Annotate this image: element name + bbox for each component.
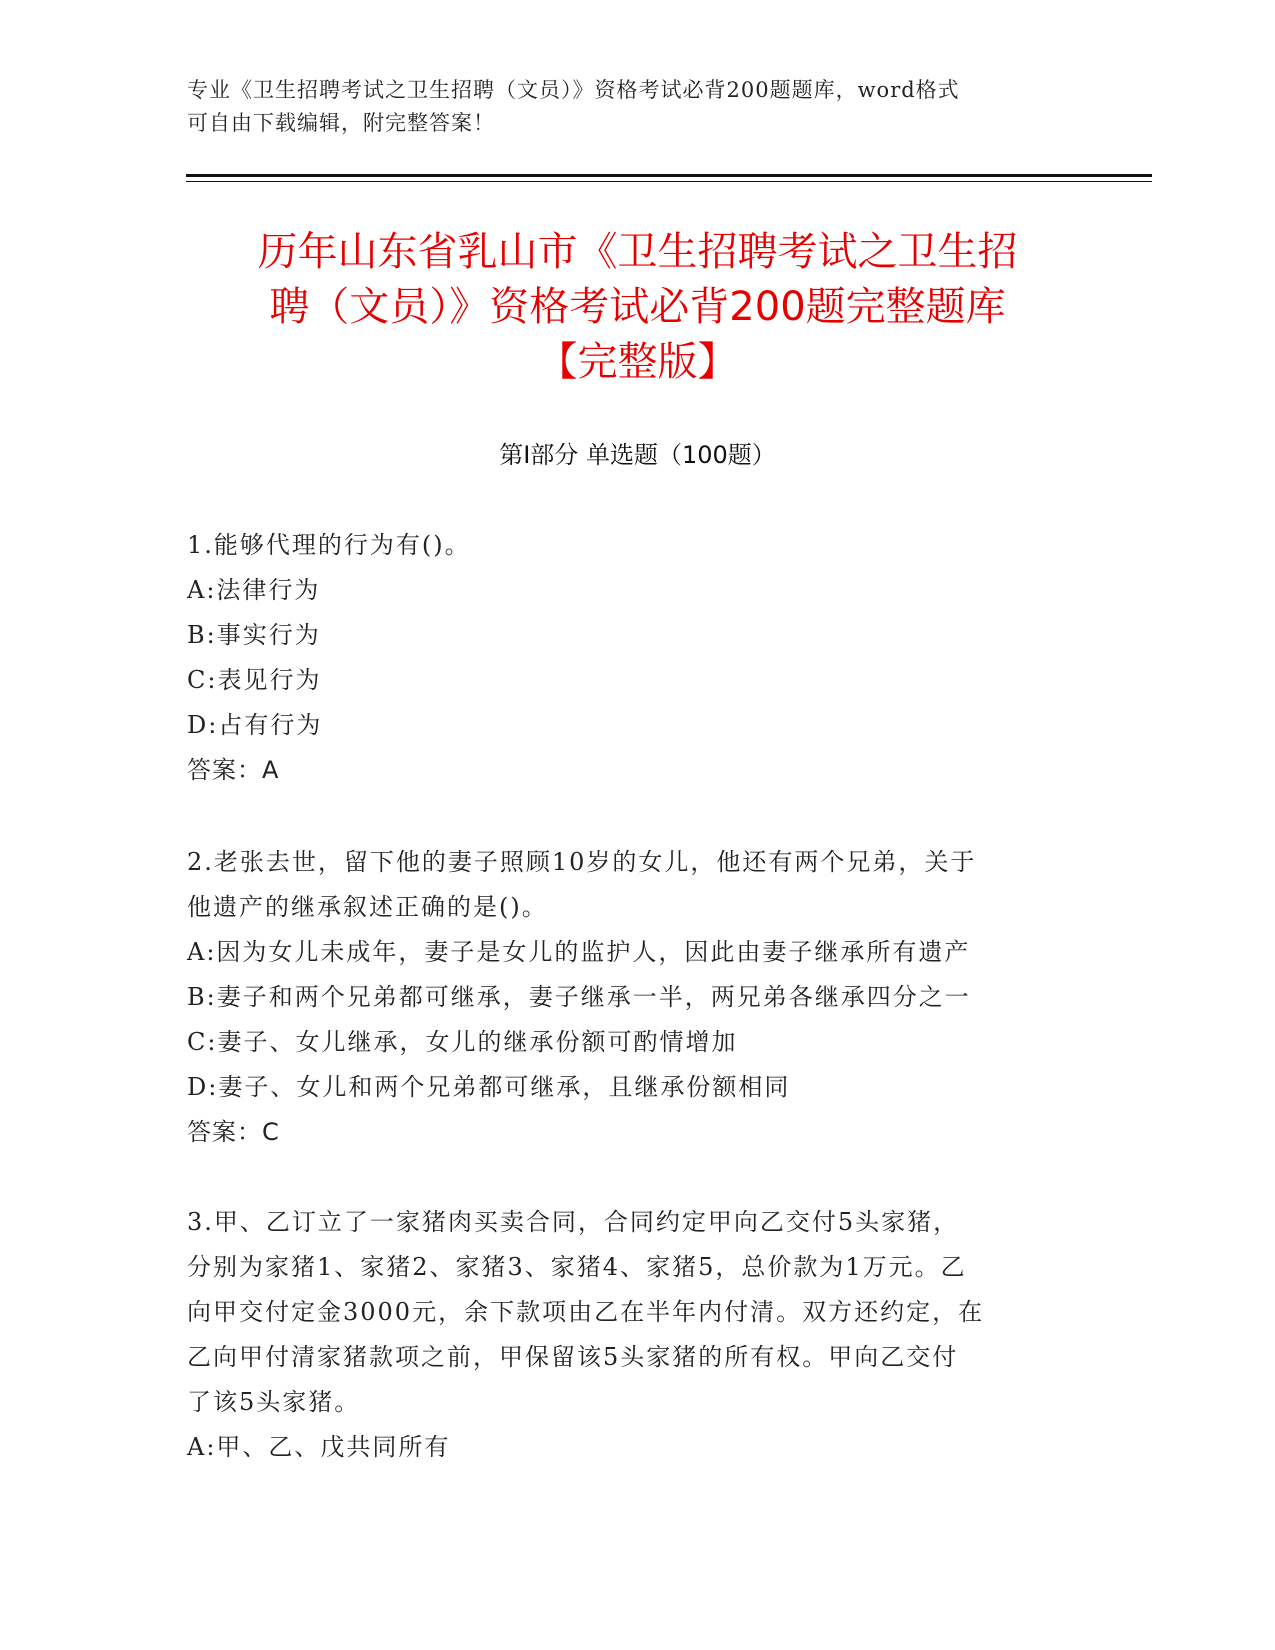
document-title — [150, 225, 1125, 390]
header-rule-thin — [186, 181, 1152, 182]
option-c: C:表见行为 — [187, 666, 322, 694]
option-c: C:妻子、女儿继承，女儿的继承份额可酌情增加 — [187, 1028, 738, 1056]
answer: 答案：A — [187, 756, 280, 784]
question-stem: 1.能够代理的行为有()。 — [187, 531, 471, 559]
title-line-3: 【完整版】 — [537, 339, 738, 385]
question-stem-line-2: 他遗产的继承叙述正确的是()。 — [187, 893, 548, 921]
title-line-2: 聘（文员）》资格考试必背200题完整题库 — [269, 284, 1006, 330]
option-a: A:因为女儿未成年，妻子是女儿的监护人，因此由妻子继承所有遗产 — [187, 938, 971, 966]
question-stem-line-5: 了该5头家猪。 — [187, 1388, 361, 1416]
option-b: B:事实行为 — [187, 621, 321, 649]
question-3 — [187, 1200, 1087, 1470]
section-title: 第Ⅰ部分 单选题（100题） — [499, 441, 776, 469]
header-note-line-2: 可自由下载编辑，附完整答案！ — [187, 111, 495, 135]
option-d: D:占有行为 — [187, 711, 323, 739]
header-note — [187, 74, 1067, 140]
question-1 — [187, 523, 1087, 793]
question-stem-line-4: 乙向甲付清家猪款项之前，甲保留该5头家猪的所有权。甲向乙交付 — [187, 1343, 959, 1371]
option-a: A:法律行为 — [187, 576, 321, 604]
answer: 答案：C — [187, 1118, 280, 1146]
question-stem-line-1: 2.老张去世，留下他的妻子照顾10岁的女儿，他还有两个兄弟，关于 — [187, 848, 977, 876]
question-stem-line-3: 向甲交付定金3000元，余下款项由乙在半年内付清。双方还约定，在 — [187, 1298, 985, 1326]
option-b: B:妻子和两个兄弟都可继承，妻子继承一半，两兄弟各继承四分之一 — [187, 983, 971, 1011]
header-note-line-1: 专业《卫生招聘考试之卫生招聘（文员）》资格考试必背200题题库，word格式 — [187, 78, 960, 102]
option-a: A:甲、乙、戊共同所有 — [187, 1433, 451, 1461]
question-stem-line-1: 3.甲、乙订立了一家猪肉买卖合同，合同约定甲向乙交付5头家猪， — [187, 1208, 960, 1236]
option-d: D:妻子、女儿和两个兄弟都可继承，且继承份额相同 — [187, 1073, 791, 1101]
question-2 — [187, 840, 1087, 1155]
header-rule-thick — [186, 174, 1152, 177]
title-line-1: 历年山东省乳山市《卫生招聘考试之卫生招 — [257, 229, 1018, 275]
question-stem-line-2: 分别为家猪1、家猪2、家猪3、家猪4、家猪5，总价款为1万元。乙 — [187, 1253, 967, 1281]
